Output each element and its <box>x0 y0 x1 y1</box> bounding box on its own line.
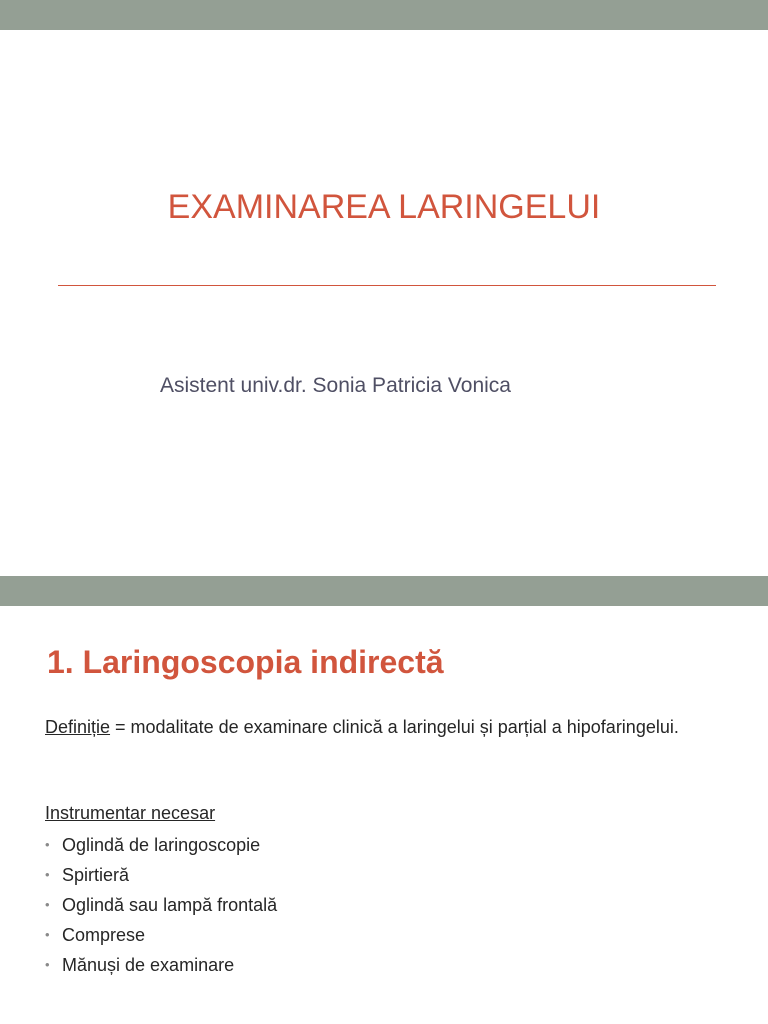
title-slide <box>0 30 768 576</box>
list-item-label: Comprese <box>62 925 146 945</box>
slide-subtitle: Asistent univ.dr. Sonia Patricia Vonica <box>160 374 511 397</box>
definition-text: = modalitate de examinare clinică a laringelui și parțial a hipofaringelui. <box>110 717 679 737</box>
list-item <box>45 830 277 860</box>
bullet-icon: • <box>45 897 50 912</box>
list-item <box>45 860 277 890</box>
instruments-list <box>45 830 277 980</box>
title-divider <box>58 285 716 286</box>
slide-title: EXAMINAREA LARINGELUI <box>167 188 601 226</box>
list-item-label: Spirtieră <box>62 865 130 885</box>
section-heading: 1. Laringoscopia indirectă <box>47 644 444 680</box>
list-item-label: Oglindă de laringoscopie <box>62 835 261 855</box>
bullet-icon: • <box>45 837 50 852</box>
instruments-title: Instrumentar necesar <box>45 803 216 823</box>
list-item <box>45 920 277 950</box>
definition-paragraph <box>45 714 725 741</box>
list-item-label: Mănuși de examinare <box>62 955 235 975</box>
slide-separator-band <box>0 576 768 606</box>
list-item <box>45 950 277 980</box>
content-slide <box>0 606 768 1024</box>
list-item <box>45 890 277 920</box>
list-item-label: Oglindă sau lampă frontală <box>62 895 278 915</box>
bullet-icon: • <box>45 927 50 942</box>
definition-label: Definiție <box>45 717 111 737</box>
bullet-icon: • <box>45 867 50 882</box>
bullet-icon: • <box>45 957 50 972</box>
top-band <box>0 0 768 30</box>
